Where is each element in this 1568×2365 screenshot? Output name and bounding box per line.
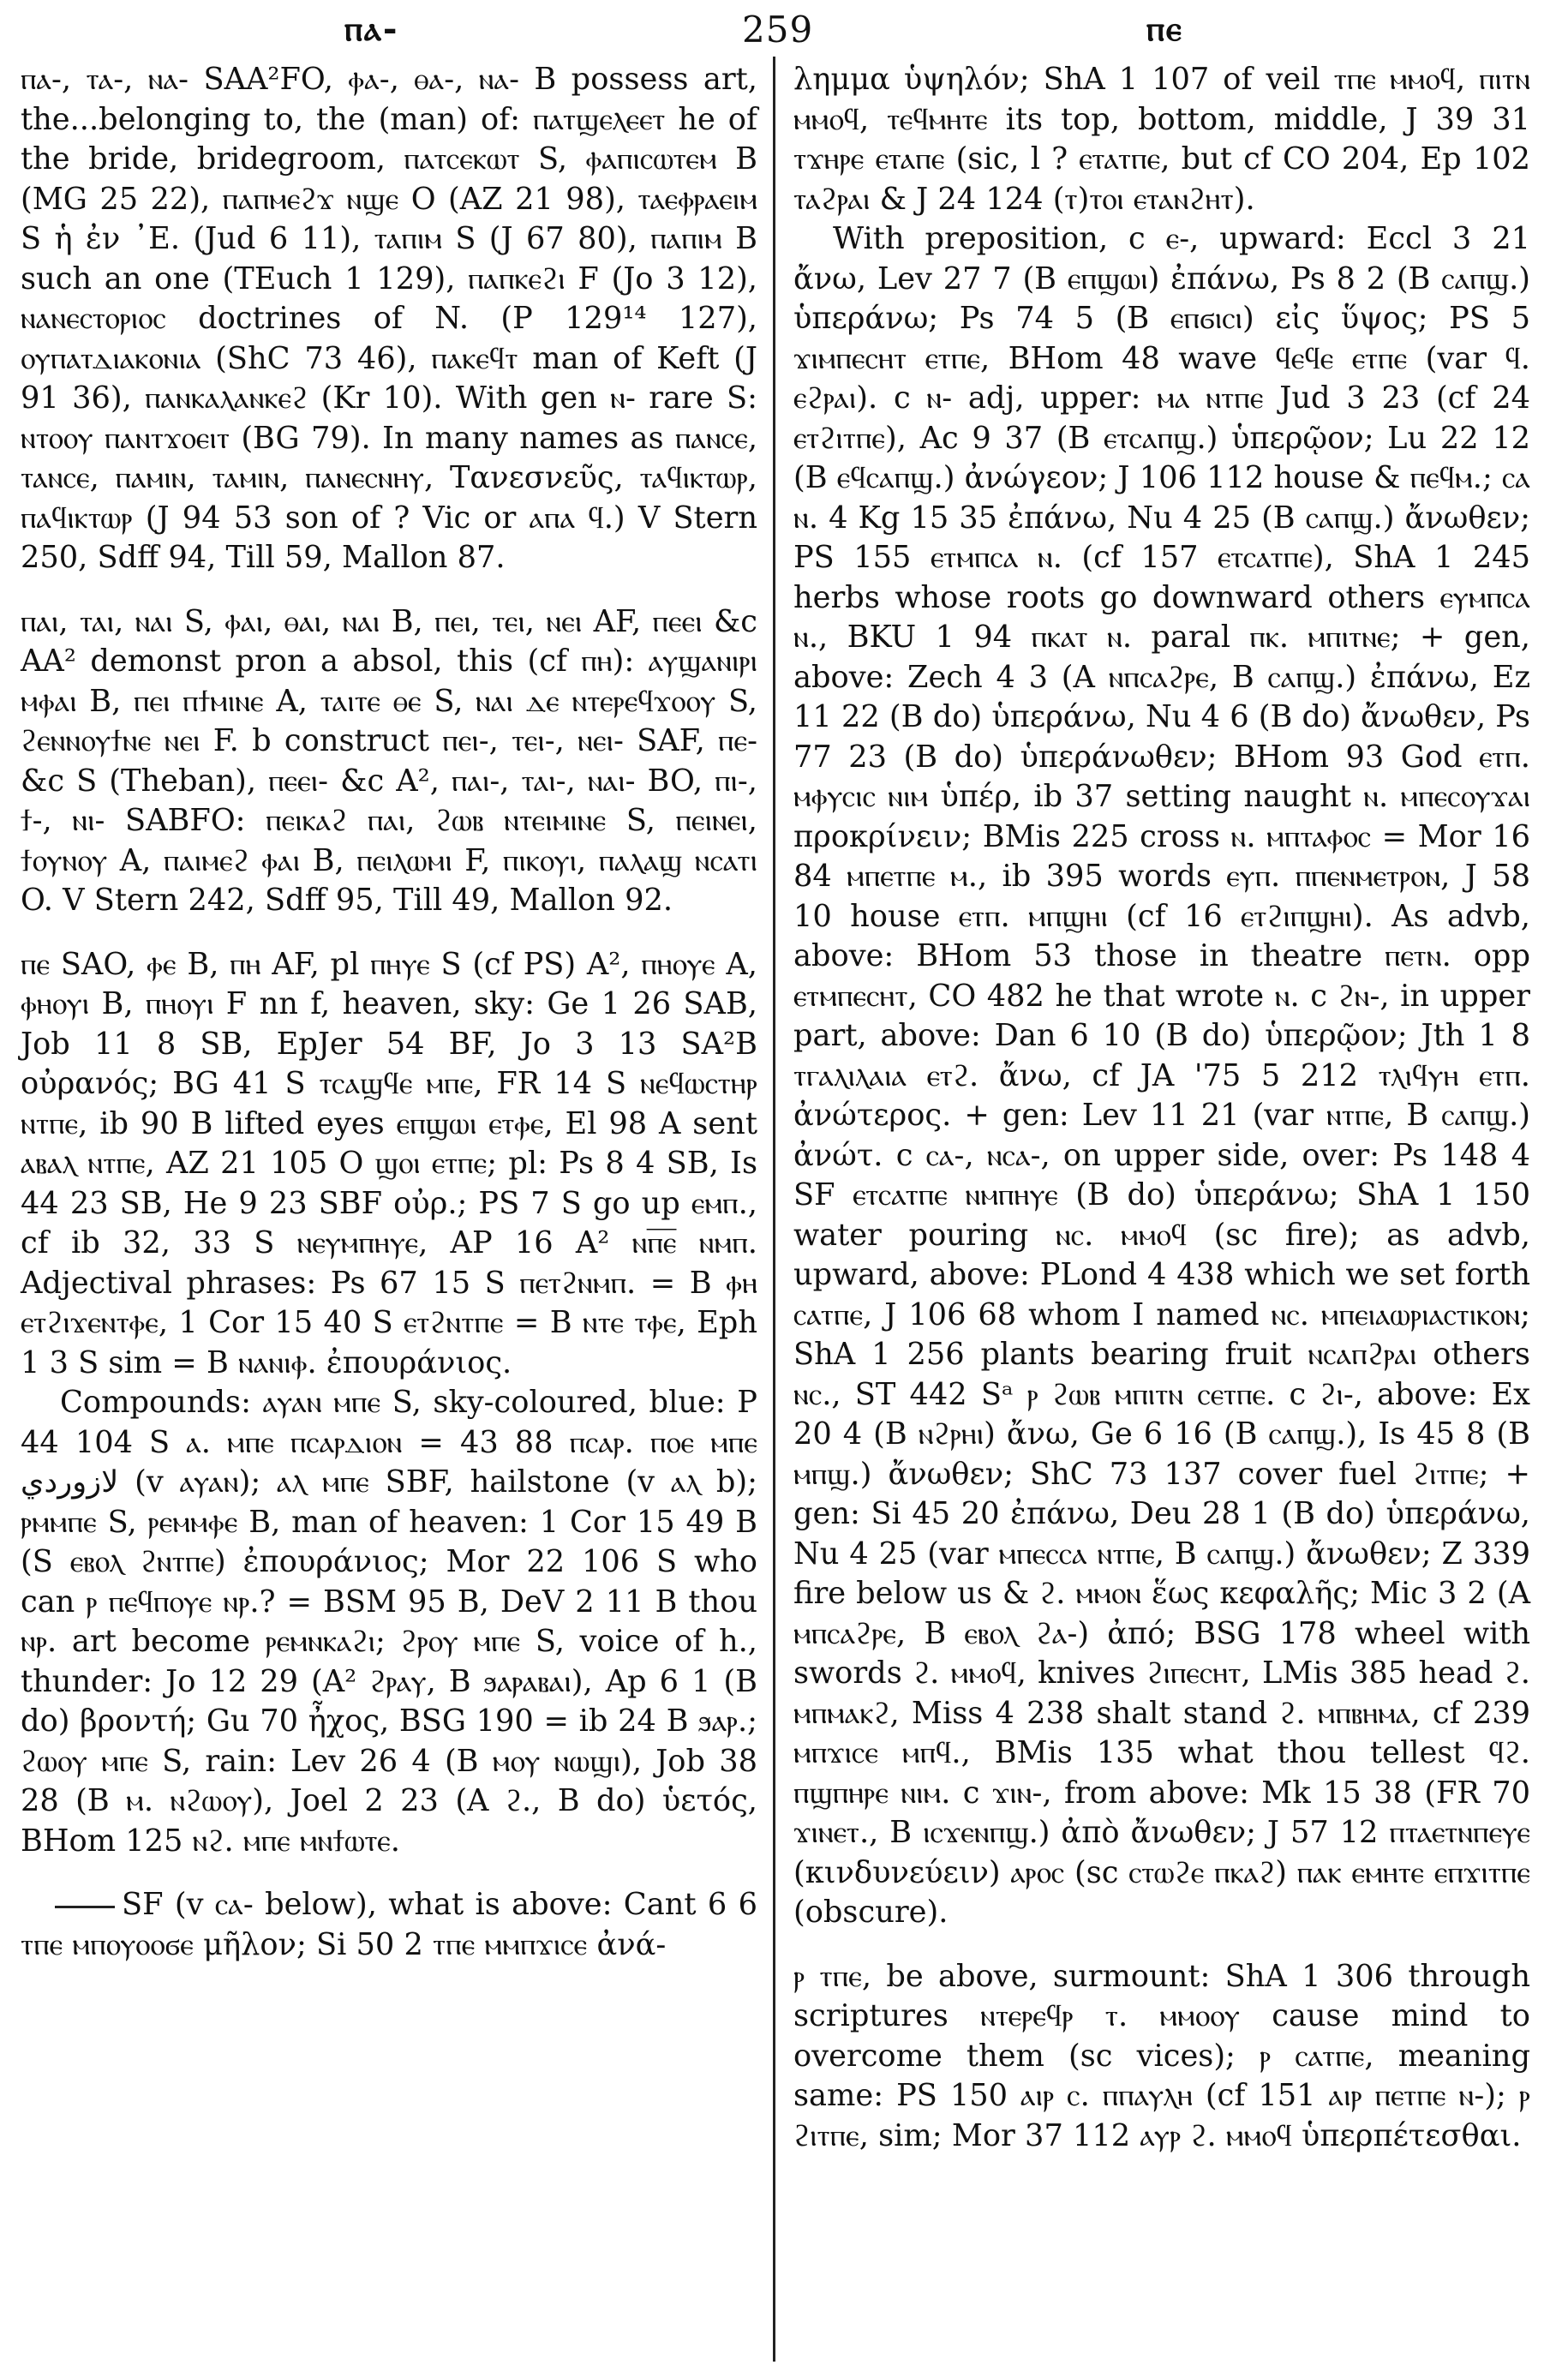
right-column bbox=[793, 60, 1530, 2156]
left-running-headword: ⲡⲁ- bbox=[344, 9, 399, 49]
page-number: 259 bbox=[742, 9, 814, 51]
entry-pa-possessive: ⲡⲁ-, ⲧⲁ-, ⲛⲁ- SAA²FO, ⲫⲁ-, ⲑⲁ-, ⲛⲁ- B possess art, the...belonging to, the (man) of: ⲡⲁⲧϣⲉⲗⲉⲉⲧ he of the bride, bridegroom, ⲡⲁⲧⲥⲉⲕⲱⲧ S, ⲫⲁⲡⲓⲥⲱⲧⲉⲙ B (MG 25 22), ⲡⲁⲡⲙⲉϩϫ ⲛϣⲉ O (AZ 21 98), ⲧⲁⲉⲫⲣⲁⲉⲓⲙ S ἡ ἐν ᾽Ε. (Jud 6 11), ⲧⲁⲡⲓⲙ S (J 67 80), ⲡⲁⲡⲓⲙ B such an one (TEuch 1 129), ⲡⲁⲡⲕⲉϩⲓ F (Jo 3 12), ⲛⲁⲛⲉⲥⲧⲟⲣⲓⲟⲥ doctrines of N. (P 129¹⁴ 127), ⲟⲩⲡⲁⲧⲇⲓⲁⲕⲟⲛⲓⲁ (ShC 73 46), ⲡⲁⲕⲉϥⲧ man of Keft (J 91 36), ⲡⲁⲛⲕⲁⲗⲁⲛⲕⲉϩ (Kr 10). With gen ⲛ- rare S: ⲛⲧⲟⲟⲩ ⲡⲁⲛⲧϫⲟⲉⲓⲧ (BG 79). In many names as ⲡⲁⲛⲥⲉ, ⲧⲁⲛⲥⲉ, ⲡⲁⲙⲓⲛ, ⲧⲁⲙⲓⲛ, ⲡⲁⲛⲉⲥⲛⲏⲩ, Τανεσνεῦς, ⲧⲁϥⲓⲕⲧⲱⲣ, ⲡⲁϥⲓⲕⲧⲱⲣ (J 94 53 son of ? Vic or ⲁⲡⲁ ϥ.) V Stern 250, Sdff 94, Till 59, Mallon 87. bbox=[21, 62, 757, 575]
compounds-paragraph: Compounds: ⲁⲩⲁⲛ ⲙⲡⲉ S, sky-coloured, blue: P 44 104 S ⲁ. ⲙⲡⲉ ⲡⲥⲁⲣⲇⲓⲟⲛ = 43 88 ⲡⲥⲁⲣ. ⲡⲟⲉ ⲙⲡⲉ لازوردي (v ⲁⲩⲁⲛ); ⲁⲗ ⲙⲡⲉ SBF, hailstone (v ⲁⲗ b); ⲣⲙⲙⲡⲉ S, ⲣⲉⲙⲙⲫⲉ B, man of heaven: 1 Cor 15 49 B (S ⲉⲃⲟⲗ ϩⲛⲧⲡⲉ) ἐπουράνιος; Mor 22 106 S who can ⲣ ⲡⲉϥⲡⲟⲩⲉ ⲛⲣ.? = BSM 95 B, DeV 2 11 B thou ⲛⲣ. art become ⲣⲉⲙⲛⲕⲁϩⲓ; ϩⲣⲟⲩ ⲙⲡⲉ S, voice of h., thunder: Jo 12 29 (A² ϩⲣⲁⲩ, B ϧⲁⲣⲁⲃⲁⲓ), Ap 6 1 (B do) βροντή; Gu 70 ἦχος, BSG 190 = ib 24 B ϧⲁⲣ.; ϩⲱⲟⲩ ⲙⲡⲉ S, rain: Lev 26 4 (B ⲙⲟⲩ ⲛⲱϣⲓ), Job 38 28 (B ⲙ. ⲛϩⲱⲟⲩ), Joel 2 23 (A ϩ., B do) ὑετός, BHom 125 ⲛϩ. ⲙⲡⲉ ⲙⲛϯⲱⲧⲉ. bbox=[21, 1385, 757, 1859]
what-is-above-paragraph bbox=[21, 1885, 757, 1965]
left-column bbox=[21, 60, 757, 1965]
what-is-above-text: SF (v ⲥⲁ- below), what is above: Cant 6 6 ⲧⲡⲉ ⲙⲡⲟⲩⲟⲟϭⲉ μῆλον; Si 50 2 ⲧⲡⲉ ⲙⲙⲡϫⲓⲥⲉ ἀνά- bbox=[21, 1887, 757, 1962]
entry-pe-heaven: ⲡⲉ SAO, ⲫⲉ B, ⲡⲏ AF, pl ⲡⲏⲩⲉ S (cf PS) A², ⲡⲏⲟⲩⲉ A, ⲫⲏⲟⲩⲓ B, ⲡⲏⲟⲩⲓ F nn f, heaven, sky: Ge 1 26 SAB, Job 11 8 SB, EpJer 54 BF, Jo 3 13 SA²B οὐρανός; BG 41 S ⲧⲥⲁϣϥⲉ ⲙⲡⲉ, FR 14 S ⲛⲉϥⲱⲥⲧⲏⲣ ⲛⲧⲡⲉ, ib 90 B lifted eyes ⲉⲡϣⲱⲓ ⲉⲧⲫⲉ, El 98 A sent ⲁⲃⲁⲗ ⲛⲧⲡⲉ, AZ 21 105 O ϣⲟⲓ ⲉⲧⲡⲉ; pl: Ps 8 4 SB, Is 44 23 SB, He 9 23 SBF οὐρ.; PS 7 S go up ⲉⲙⲡ., cf ib 32, 33 S ⲛⲉⲩⲙⲡⲏⲩⲉ, AP 16 A² ⲛⲡ̅ⲉ̅ ⲛⲙⲡ. Adjectival phrases: Ps 67 15 S ⲡⲉⲧϩⲛⲙⲡ. = B ⲫⲏ ⲉⲧϩⲓϫⲉⲛⲧⲫⲉ, 1 Cor 15 40 S ⲉⲧϩⲛⲧⲡⲉ = B ⲛⲧⲉ ⲧⲫⲉ, Eph 1 3 S sim = B ⲛⲁⲛⲓⲫ. ἐπουράνιος. bbox=[21, 946, 757, 1380]
column-divider bbox=[773, 57, 775, 2362]
entry-pai-demonstrative: ⲡⲁⲓ, ⲧⲁⲓ, ⲛⲁⲓ S, ⲫⲁⲓ, ⲑⲁⲓ, ⲛⲁⲓ B, ⲡⲉⲓ, ⲧⲉⲓ, ⲛⲉⲓ AF, ⲡⲉⲉⲓ &c AA² demonst pron a absol, this (cf ⲡⲏ): ⲁⲩϣⲁⲛⲓⲣⲓ ⲙⲫⲁⲓ B, ⲡⲉⲓ ⲡϯⲙⲓⲛⲉ A, ⲧⲁⲓⲧⲉ ⲑⲉ S, ⲛⲁⲓ ⲇⲉ ⲛⲧⲉⲣⲉϥϫⲟⲟⲩ S, ϩⲉⲛⲛⲟⲩϯⲛⲉ ⲛⲉⲓ F. b construct ⲡⲉⲓ-, ⲧⲉⲓ-, ⲛⲉⲓ- SAF, ⲡⲉ- &c S (Theban), ⲡⲉⲉⲓ- &c A², ⲡⲁⲓ-, ⲧⲁⲓ-, ⲛⲁⲓ- BO, ⲡⲓ-, ϯ-, ⲛⲓ- SABFO: ⲡⲉⲓⲕⲁϩ ⲡⲁⲓ, ϩⲱⲃ ⲛⲧⲉⲓⲙⲓⲛⲉ S, ⲡⲉⲓⲛⲉⲓ, ϯⲟⲩⲛⲟⲩ A, ⲡⲁⲓⲙⲉϩ ⲫⲁⲓ B, ⲡⲉⲓⲗⲱⲙⲓ F, ⲡⲓⲕⲟⲩⲓ, ⲡⲁⲗⲁϣ ⲛⲥⲁⲧⲓ O. V Stern 242, Sdff 95, Till 49, Mallon 92. bbox=[21, 603, 757, 918]
page-header bbox=[0, 9, 1568, 60]
r-tpe-paragraph: ⲣ ⲧⲡⲉ, be above, surmount: ShA 1 306 through scriptures ⲛⲧⲉⲣⲉϥⲣ ⲧ. ⲙⲙⲟⲟⲩ cause mind to overcome them (sc vices); ⲣ ⲥⲁⲧⲡⲉ, meaning same: PS 150 ⲁⲓⲣ ⲥ. ⲡⲡⲁⲩⲗⲏ (cf 151 ⲁⲓⲣ ⲡⲉⲧⲡⲉ ⲛ-); ⲣ ϩⲓⲧⲡⲉ, sim; Mor 37 112 ⲁⲩⲣ ϩ. ⲙⲙⲟϥ ὑπερπέτεσθαι. bbox=[793, 1958, 1530, 2153]
prepositions-paragraph: With preposition, c ⲉ-, upward: Eccl 3 21 ἄνω, Lev 27 7 (B ⲉⲡϣⲱⲓ) ἐπάνω, Ps 8 2 (B ⲥⲁⲡϣ.) ὑπεράνω; Ps 74 5 (B ⲉⲡϭⲓⲥⲓ) εἰς ὕψος; PS 5 ϫⲓⲙⲡⲉⲥⲏⲧ ⲉⲧⲡⲉ, BHom 48 wave ϥⲉϥⲉ ⲉⲧⲡⲉ (var ϥ. ⲉϩⲣⲁⲓ). c ⲛ- adj, upper: ⲙⲁ ⲛⲧⲡⲉ Jud 3 23 (cf 24 ⲉⲧϩⲓⲧⲡⲉ), Ac 9 37 (B ⲉⲧⲥⲁⲡϣ.) ὑπερῷον; Lu 22 12 (B ⲉϥⲥⲁⲡϣ.) ἀνώγεον; J 106 112 house & ⲡⲉϥⲙ.; ⲥⲁ ⲛ. 4 Kg 15 35 ἐπάνω, Nu 4 25 (B ⲥⲁⲡϣ.) ἄνωθεν; PS 155 ⲉⲧⲙⲡⲥⲁ ⲛ. (cf 157 ⲉⲧⲥⲁⲧⲡⲉ), ShA 1 245 herbs whose roots go downward others ⲉⲩⲙⲡⲥⲁ ⲛ., BKU 1 94 ⲡⲕⲁⲧ ⲛ. paral ⲡⲕ. ⲙⲡⲓⲧⲛⲉ; + gen, above: Zech 4 3 (A ⲛⲡⲥⲁϩⲣⲉ, B ⲥⲁⲡϣ.) ἐπάνω, Ez 11 22 (B do) ὑπεράνω, Nu 4 6 (B do) ἄνωθεν, Ps 77 23 (B do) ὑπεράνωθεν; BHom 93 God ⲉⲧⲡ. ⲙⲫⲩⲥⲓⲥ ⲛⲓⲙ ὑπέρ, ib 37 setting naught ⲛ. ⲙⲡⲉⲥⲟⲩϫⲁⲓ προκρίνειν; BMis 225 cross ⲛ. ⲙⲡⲧⲁⲫⲟⲥ = Mor 16 84 ⲙⲡⲉⲧⲡⲉ ⲙ., ib 395 words ⲉⲩⲡ. ⲡⲡⲉⲛⲙⲉⲧⲣⲟⲛ, J 58 10 house ⲉⲧⲡ. ⲙⲡϣⲏⲓ (cf 16 ⲉⲧϩⲓⲡϣⲏⲓ). As advb, above: BHom 53 those in theatre ⲡⲉⲧⲛ. opp ⲉⲧⲙⲡⲉⲥⲏⲧ, CO 482 he that wrote ⲛ. c ϩⲛ-, in upper part, above: Dan 6 10 (B do) ὑπερῷον; Jth 1 8 ⲧⲅⲁⲗⲓⲗⲁⲓⲁ ⲉⲧϩ. ἄνω, cf JA '75 5 212 ⲧⲗⲓϥⲩⲏ ⲉⲧⲡ. ἀνώτερος. + gen: Lev 11 21 (var ⲛⲧⲡⲉ, B ⲥⲁⲡϣ.) ἀνώτ. c ⲥⲁ-, ⲛⲥⲁ-, on upper side, over: Ps 148 4 SF ⲉⲧⲥⲁⲧⲡⲉ ⲛⲙⲡⲏⲩⲉ (B do) ὑπεράνω; ShA 1 150 water pouring ⲛⲥ. ⲙⲙⲟϥ (sc fire); as advb, upward, above: PLond 4 438 which we set forth ⲥⲁⲧⲡⲉ, J 106 68 whom I named ⲛⲥ. ⲙⲡⲉⲓⲁⲱⲣⲓⲁⲥⲧⲓⲕⲟⲛ; ShA 1 256 plants bearing fruit ⲛⲥⲁⲡϩⲣⲁⲓ others ⲛⲥ., ST 442 Sᵃ ⲣ ϩⲱⲃ ⲙⲡⲓⲧⲛ ⲥⲉⲧⲡⲉ. c ϩⲓ-, above: Ex 20 4 (B ⲛϩⲣⲏⲓ) ἄνω, Ge 6 16 (B ⲥⲁⲡϣ.), Is 45 8 (B ⲙⲡϣ.) ἄνωθεν; ShC 73 137 cover fuel ϩⲓⲧⲡⲉ; + gen: Si 45 20 ἐπάνω, Deu 28 1 (B do) ὑπεράνω, Nu 4 25 (var ⲙⲡⲉⲥⲥⲁ ⲛⲧⲡⲉ, B ⲥⲁⲡϣ.) ἄνωθεν; Z 339 fire below us & ϩ. ⲙⲙⲟⲛ ἕως κεφαλῆς; Mic 3 2 (A ⲙⲡⲥⲁϩⲣⲉ, B ⲉⲃⲟⲗ ϩⲁ-) ἀπό; BSG 178 wheel with swords ϩ. ⲙⲙⲟϥ, knives ϩⲓⲡⲉⲥⲏⲧ, LMis 385 head ϩ. ⲙⲡⲙⲁⲕϩ, Miss 4 238 shalt stand ϩ. ⲙⲡⲃⲏⲙⲁ, cf 239 ⲙⲡϫⲓⲥⲉ ⲙⲡϥ., BMis 135 what thou tellest ϥϩ. ⲡϣⲡⲏⲣⲉ ⲛⲓⲙ. c ϫⲓⲛ-, from above: Mk 15 38 (FR 70 ϫⲓⲛⲉⲧ., B ⲓⲥϫⲉⲛⲡϣ.) ἀπὸ ἄνωθεν; J 57 12 ⲡⲧⲁⲉⲧⲛⲡⲉⲩⲉ (κινδυνεύειν) ⲁⲣⲟⲥ (sc ⲥⲧⲱϩⲉ ⲡⲕⲁϩ) ⲡⲁⲕ ⲉⲙⲏⲧⲉ ⲉⲡϫⲓⲧⲡⲉ (obscure). bbox=[793, 221, 1530, 1930]
continuation-paragraph: λημμα ὑψηλόν; ShA 1 107 of veil ⲧⲡⲉ ⲙⲙⲟϥ, ⲡⲓⲧⲛ ⲙⲙⲟϥ, ⲧⲉϥⲙⲏⲧⲉ its top, bottom, middle, J 39 31 ⲧϫⲏⲣⲉ ⲉⲧⲁⲡⲉ (sic, l ? ⲉⲧⲁⲧⲡⲉ, but cf CO 204, Ep 102 ⲧⲁϩⲣⲁⲓ & J 24 124 (ⲧ)ⲧⲟⲓ ⲉⲧⲁⲛϩⲏⲧ). bbox=[793, 62, 1530, 217]
right-running-headword: ⲡⲉ bbox=[1146, 9, 1183, 49]
dash-separator bbox=[55, 1906, 115, 1908]
